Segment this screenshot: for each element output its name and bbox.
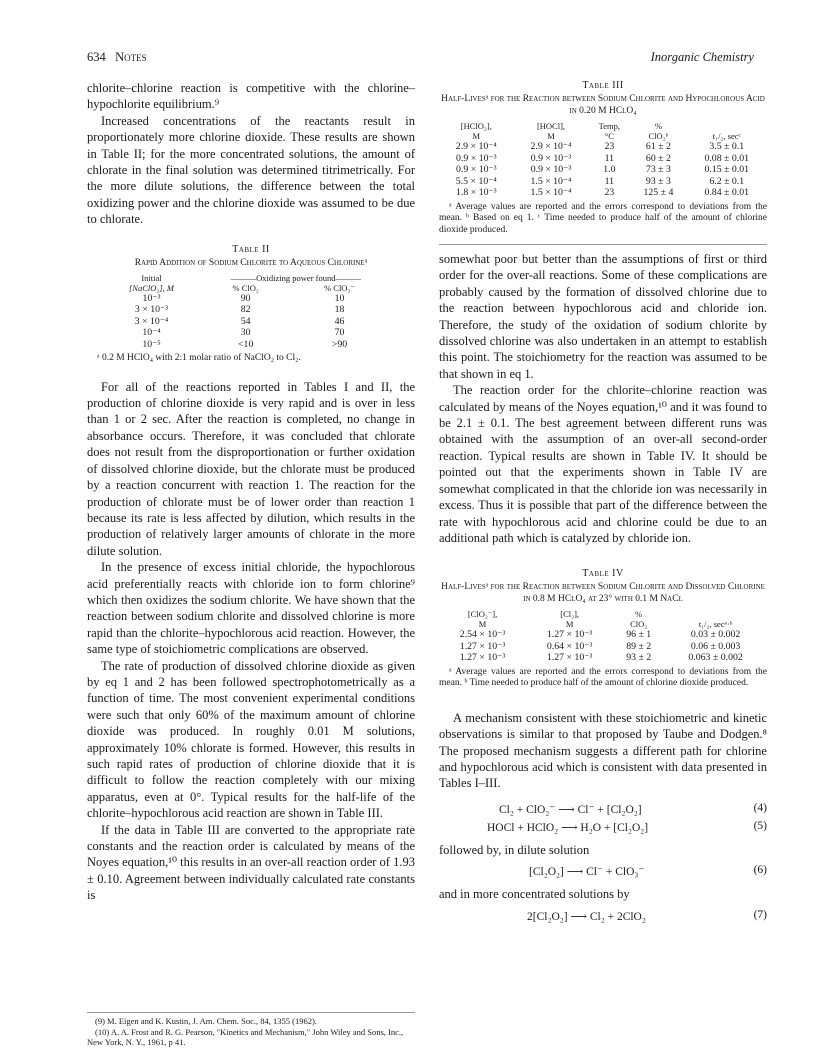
table-cell: 2.9 × 10⁻⁴ bbox=[455, 141, 497, 152]
table-title: Rapid Addition of Sodium Chlorite to Aqueous Chlorineᵃ bbox=[134, 257, 368, 268]
table-label: Table III bbox=[582, 80, 624, 91]
table-cell: 0.08 ± 0.01 bbox=[704, 152, 750, 164]
column-header: t₁/₂, secᵃ·ᵇ bbox=[698, 619, 733, 630]
table-cell: 11 bbox=[604, 175, 615, 187]
column-header: % ClO₃⁻ bbox=[324, 282, 355, 293]
equation-number: (6) bbox=[753, 864, 767, 877]
table-cell: 0.84 ± 0.01 bbox=[704, 187, 750, 198]
column-header: [HClO₂], M bbox=[460, 121, 492, 141]
paragraph: The reaction order for the chlorite–chlorine reaction was calculated by means of the Noyes equation,¹⁰ and it was found to be 2.1 ± 0.1. The best agreement between different runs was obtained with the assumption of an over-all second-order reaction. Typical results are shown in Table IV. It should be pointed out that the experiments shown in Table IV are somewhat complicated in that the chloride ion was necessarily in excess. Thus it is possible that part of the difference between the rate with hypochlorous acid and chlorine could be due to an additional path which is catalyzed by chloride ion. bbox=[439, 383, 767, 545]
table-cell: 90 bbox=[240, 292, 251, 304]
right-column bbox=[439, 80, 767, 927]
table-cell: 0.9 × 10⁻³ bbox=[530, 164, 572, 175]
table-title: Half-Livesᵃ for the Reaction between Sodium Chlorite and Hypochlorous Acid in 0.20 M HClO₄ bbox=[441, 94, 765, 116]
table-cell: 1.0 bbox=[603, 164, 616, 175]
table-cell: 60 ± 2 bbox=[645, 152, 671, 164]
table-cell: 3.5 ± 0.1 bbox=[709, 141, 745, 152]
table-ii bbox=[87, 244, 415, 365]
table-cell: 93 ± 2 bbox=[626, 652, 652, 664]
section-name: Notes bbox=[115, 50, 147, 64]
column-header: % ClO₂ᵇ bbox=[648, 121, 669, 141]
table-row bbox=[439, 176, 767, 188]
column-header: % ClO₂ bbox=[630, 609, 648, 630]
table-cell: 0.15 ± 0.01 bbox=[704, 164, 750, 175]
table-cell: <10 bbox=[238, 338, 254, 350]
table-cell: 96 ± 1 bbox=[626, 629, 652, 641]
equation-5 bbox=[439, 820, 767, 838]
footnote: (10) A. A. Frost and R. G. Pearson, "Kinetics and Mechanism," John Wiley and Sons, Inc., New York, N. Y., 1961, p 41. bbox=[87, 1026, 404, 1047]
table-cell: 11 bbox=[604, 152, 615, 164]
page-number-section bbox=[87, 50, 147, 65]
table-cell: 0.9 × 10⁻³ bbox=[456, 152, 497, 164]
table-cell: 3 × 10⁻⁴ bbox=[134, 315, 169, 327]
equation-6 bbox=[439, 864, 767, 882]
table-iv bbox=[439, 568, 767, 690]
equation-7 bbox=[439, 909, 767, 927]
table-row bbox=[439, 164, 767, 176]
journal-name: Inorganic Chemistry bbox=[650, 50, 754, 64]
column-header: Initial bbox=[141, 272, 162, 283]
table-cell: 30 bbox=[240, 327, 251, 339]
table-cell: 0.64 × 10⁻³ bbox=[546, 640, 593, 652]
table-cell: 0.06 ± 0.003 bbox=[690, 640, 741, 652]
table-row bbox=[439, 141, 767, 153]
column-header: [Cl₂], M bbox=[560, 609, 580, 630]
column-header: t₁/₂, secᶜ bbox=[712, 131, 741, 141]
paragraph: somewhat poor but better than the assumptions of first or third order for the over-all reactions. Some of these complications are probably caused by the formation of dissolved chlorine due to the reaction between hypochlorous acid and chloride ion. Therefore, the study of the oxidation of sodium chlorite by dissolved chlorine was also undertaken in an attempt to establish this point. The stoichiometry for the reaction was assumed to be that shown in eq 1. bbox=[439, 252, 767, 381]
equations-block-1 bbox=[439, 802, 767, 838]
table-cell: 1.5 × 10⁻⁴ bbox=[530, 187, 572, 198]
table-iv-grid bbox=[439, 609, 767, 664]
table-cell: 23 bbox=[604, 187, 615, 198]
footnotes bbox=[87, 1012, 415, 1048]
footnote: (9) M. Eigen and K. Kustin, J. Am. Chem. Soc., 84, 1355 (1962). bbox=[95, 1016, 317, 1026]
column-header: [HOCl], M bbox=[536, 121, 566, 141]
equation-expression: Cl₂ + ClO₂⁻ ⟶ Cl⁻ + [Cl₂O₂] bbox=[499, 803, 642, 816]
divider bbox=[439, 244, 767, 245]
equation-number: (7) bbox=[753, 908, 767, 921]
table-row bbox=[439, 652, 767, 664]
table-cell: 2.54 × 10⁻³ bbox=[459, 629, 506, 641]
table-cell: 1.27 × 10⁻³ bbox=[546, 629, 593, 641]
table-cell: 2.9 × 10⁻⁴ bbox=[530, 141, 572, 152]
equation-expression: 2[Cl₂O₂] ⟶ Cl₂ + 2ClO₂ bbox=[527, 910, 646, 923]
table-row bbox=[101, 327, 390, 339]
page-number: 634 bbox=[87, 50, 106, 64]
equations-block-3 bbox=[439, 909, 767, 927]
table-cell: 10⁻⁵ bbox=[142, 338, 161, 350]
column-header: [NaClO₂], M bbox=[129, 282, 174, 293]
table-cell: 3 × 10⁻³ bbox=[134, 304, 169, 316]
table-cell: 6.2 ± 0.1 bbox=[709, 175, 745, 187]
table-title: Half-Livesᵃ for the Reaction between Sodium Chlorite and Dissolved Chlorine in 0.8 M HClO₄ at 23° with 0.1 M NaCl bbox=[441, 582, 765, 605]
table-cell: 0.063 ± 0.002 bbox=[688, 652, 743, 664]
table-iii bbox=[439, 80, 767, 236]
table-cell: 10⁻⁴ bbox=[142, 327, 161, 339]
table-row bbox=[101, 339, 390, 351]
table-row bbox=[101, 316, 390, 328]
table-cell: 70 bbox=[334, 327, 345, 339]
column-header: Temp, °C bbox=[598, 121, 621, 141]
paragraph: In the presence of excess initial chloride, the hypochlorous acid preferentially reacts with chloride ion to form chlorine⁹ which then oxidizes the sodium chlorite. We have shown that the reaction between sodium chlorite and dissolved chlorine is more rapid than the chlorite–hypochlorous acid reaction. However, the same type of stoichiometric complications are observed. bbox=[87, 560, 415, 657]
table-row bbox=[439, 187, 767, 199]
table-cell: 0.03 ± 0.002 bbox=[690, 629, 741, 641]
paragraph: Increased concentrations of the reactants result in proportionately more chlorine dioxide. These results are shown in Table II; for the more concentrated solutions, the amount of chlorate in the final solution was determined titrimetrically. For the more dilute solutions, the difference between the total oxidizing power and the chlorine dioxide was assumed to be due to chlorate. bbox=[87, 113, 415, 227]
paragraph: and in more concentrated solutions by bbox=[439, 887, 630, 902]
table-cell: 82 bbox=[240, 304, 251, 316]
paragraph: followed by, in dilute solution bbox=[439, 842, 590, 857]
table-cell: 5.5 × 10⁻⁴ bbox=[455, 175, 497, 187]
table-cell: 54 bbox=[240, 315, 251, 327]
table-cell: 10⁻³ bbox=[142, 292, 161, 304]
table-row bbox=[101, 304, 390, 316]
left-column bbox=[87, 80, 415, 904]
table-footnote: ᵃ 0.2 M HClO₄ with 2:1 molar ratio of NaClO₂ to Cl₂. bbox=[97, 353, 301, 364]
table-iii-grid bbox=[439, 121, 767, 199]
table-cell: 46 bbox=[334, 315, 345, 327]
table-footnote: ᵃ Average values are reported and the errors correspond to deviations from the mean. ᵇ Based on eq 1. ᶜ Time needed to produce half of the amount of chlorine dioxide produced. bbox=[439, 201, 767, 235]
equation-number: (5) bbox=[753, 819, 767, 832]
equation-4 bbox=[439, 802, 767, 820]
table-cell: 61 ± 2 bbox=[645, 141, 671, 152]
table-cell: 1.27 × 10⁻³ bbox=[459, 640, 506, 652]
table-footnote: ᵃ Average values are reported and the errors correspond to deviations from the mean. ᵇ Time needed to produce half of the amount of chlorine dioxide produced. bbox=[439, 666, 767, 689]
table-row bbox=[101, 293, 390, 305]
table-cell: 10 bbox=[334, 292, 345, 304]
paragraph: For all of the reactions reported in Tables I and II, the production of chlorine dioxide is very rapid and is over in less than 1 or 2 sec. After the reaction is completed, no change in absorbance occurs. Therefore, it was concluded that chlorate does not result from the disproportionation or further oxidation of dissolved chlorine dioxide, but the chlorate must be produced by a reaction concurrent with reaction 1. The reaction for the production of chlorate must be of lower order than reaction 1 because its rate is less affected by dilution, which results in the production of relatively larger amounts of chlorate in the more dilute solution. bbox=[87, 379, 415, 558]
column-header: [ClO₂⁻], M bbox=[467, 609, 498, 630]
column-header: % ClO₂ bbox=[232, 282, 259, 293]
paragraph: chlorite–chlorine reaction is competitive with the chlorine–hypochlorite equilibrium.⁹ bbox=[87, 81, 415, 112]
page-header bbox=[87, 50, 754, 66]
table-cell: 23 bbox=[604, 141, 615, 152]
equation-number: (4) bbox=[753, 801, 767, 814]
paragraph: A mechanism consistent with these stoichiometric and kinetic observations is similar to that proposed by Taube and Dodgen.⁸ The proposed mechanism suggests a different path for chlorine and hypochlorous acid which is consistent with data presented in Tables I–III. bbox=[439, 710, 767, 791]
table-cell: 1.5 × 10⁻⁴ bbox=[530, 175, 572, 187]
table-cell: >90 bbox=[331, 338, 348, 350]
table-cell: 0.9 × 10⁻³ bbox=[456, 164, 497, 175]
table-cell: 1.27 × 10⁻³ bbox=[459, 652, 506, 664]
table-cell: 1.8 × 10⁻³ bbox=[456, 187, 497, 198]
table-row bbox=[439, 153, 767, 165]
table-cell: 0.9 × 10⁻³ bbox=[530, 152, 572, 164]
table-label: Table IV bbox=[582, 568, 624, 580]
table-cell: 93 ± 3 bbox=[645, 175, 671, 187]
equation-expression: [Cl₂O₂] ⟶ Cl⁻ + ClO₃⁻ bbox=[529, 866, 645, 879]
table-label: Table II bbox=[232, 243, 270, 255]
paragraph: The rate of production of dissolved chlorine dioxide as given by eq 1 and 2 has been followed spectrophotometrically as a function of time. The most convenient experimental conditions were such that only 60% of the maximum amount of chlorine dioxide was produced. In roughly 0.01 M solutions, approximately 10% chlorate is formed. However, this results in such rapid rates of production of chlorine dioxide that it is difficult to follow the reaction completely with our mixing apparatus, even at 0°. Typical results for the half-life of the chlorite–hypochlorous acid reaction are shown in Table III. bbox=[87, 658, 415, 821]
table-row bbox=[439, 629, 767, 641]
table-cell: 125 ± 4 bbox=[643, 187, 674, 198]
column-header: ———Oxidizing power found——— bbox=[230, 272, 361, 283]
table-cell: 89 ± 2 bbox=[626, 640, 652, 652]
table-row bbox=[439, 641, 767, 653]
table-cell: 1.27 × 10⁻³ bbox=[546, 652, 593, 664]
paragraph: If the data in Table III are converted to the appropriate rate constants and the reaction order is calculated by means of the Noyes equation,¹⁰ this results in an over-all reaction order of 1.93 ± 0.10. Agreement between individually calculated rate constants is bbox=[87, 822, 415, 903]
table-cell: 73 ± 3 bbox=[645, 164, 671, 175]
table-ii-grid bbox=[101, 273, 390, 351]
equation-expression: HOCl + HClO₂ ⟶ H₂O + [Cl₂O₂] bbox=[487, 821, 649, 834]
equations-block-2 bbox=[439, 864, 767, 882]
table-cell: 18 bbox=[334, 304, 345, 316]
